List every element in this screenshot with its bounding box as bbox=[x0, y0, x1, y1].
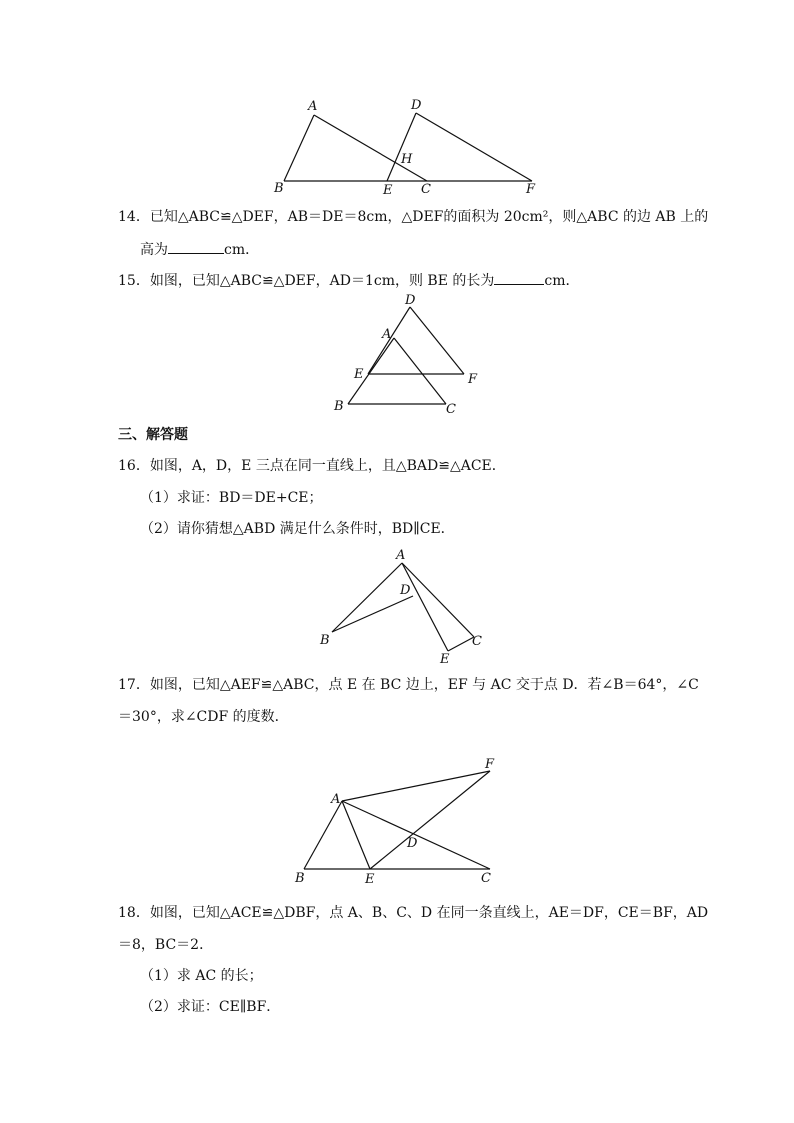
question-17-line-2: ＝30°，求∠CDF 的度数． bbox=[118, 709, 289, 725]
label-b: B bbox=[320, 633, 330, 648]
segment-ab bbox=[284, 115, 314, 181]
question-18-line-1: 18．如图，已知△ACE≌△DBF，点 A、B、C、D 在同一条直线上，AE＝DF，CE＝BF，AD bbox=[118, 905, 709, 921]
label-e: E bbox=[354, 367, 364, 382]
segment-ab bbox=[304, 801, 342, 869]
segment-bd bbox=[332, 596, 413, 632]
label-c: C bbox=[446, 402, 456, 417]
label-d: D bbox=[411, 98, 422, 113]
segment-ac bbox=[402, 563, 474, 637]
label-b: B bbox=[295, 871, 305, 886]
label-c: C bbox=[472, 634, 482, 649]
question-18-part-2: （2）求证：CE∥BF． bbox=[140, 999, 281, 1015]
question-17-line-1: 17．如图，已知△AEF≌△ABC，点 E 在 BC 边上，EF 与 AC 交于点 D．若∠B＝64°，∠C bbox=[118, 677, 699, 693]
label-f: F bbox=[468, 372, 478, 387]
figure-q15 bbox=[330, 292, 490, 420]
label-b: B bbox=[334, 399, 344, 414]
question-16-part-2: （2）请你猜想△ABD 满足什么条件时，BD∥CE． bbox=[140, 521, 455, 537]
question-15-suffix: cm． bbox=[544, 273, 580, 289]
label-b: B bbox=[274, 181, 284, 196]
label-d: D bbox=[407, 836, 418, 851]
label-f: F bbox=[485, 757, 495, 772]
label-c: C bbox=[481, 871, 491, 886]
segment-ac bbox=[342, 801, 490, 869]
question-18-line-2: ＝8，BC＝2． bbox=[118, 937, 214, 953]
label-c: C bbox=[421, 182, 431, 197]
figure-q16 bbox=[316, 545, 496, 670]
segment-de bbox=[387, 113, 416, 181]
segment-ae bbox=[342, 801, 370, 869]
section-title: 三、解答题 bbox=[118, 427, 188, 443]
segment-ac bbox=[314, 115, 427, 181]
figure-q13 bbox=[270, 95, 550, 200]
segment-af bbox=[342, 771, 490, 801]
answer-blank-14[interactable] bbox=[168, 239, 224, 254]
label-e: E bbox=[440, 652, 450, 667]
question-14-line-1: 14．已知△ABC≌△DEF，AB＝DE＝8cm，△DEF的面积为 20cm²，则△ABC 的边 AB 上的 bbox=[118, 209, 709, 225]
question-14-line-2 bbox=[140, 239, 259, 260]
question-16-stem: 16．如图，A，D，E 三点在同一直线上，且△BAD≌△ACE． bbox=[118, 458, 506, 474]
question-15-stem: 15．如图，已知△ABC≌△DEF，AD＝1cm，则 BE 的长为 bbox=[118, 273, 495, 289]
question-15 bbox=[118, 270, 580, 291]
label-d: D bbox=[405, 293, 416, 308]
segment-ab bbox=[332, 563, 402, 632]
question-14-suffix: cm． bbox=[224, 242, 260, 258]
segment-ec bbox=[448, 637, 474, 651]
label-d: D bbox=[400, 583, 411, 598]
label-e: E bbox=[365, 872, 375, 887]
label-a: A bbox=[396, 548, 406, 563]
segment-ae bbox=[402, 563, 448, 651]
label-a: A bbox=[331, 792, 341, 807]
segment-ac bbox=[394, 338, 446, 404]
label-h: H bbox=[401, 152, 413, 167]
segment-df bbox=[410, 307, 464, 374]
segment-df bbox=[416, 113, 532, 181]
answer-blank-15[interactable] bbox=[494, 270, 544, 285]
segment-ef bbox=[370, 771, 490, 869]
figure-q17 bbox=[290, 752, 530, 892]
question-18-part-1: （1）求 AC 的长； bbox=[140, 968, 263, 984]
question-16-part-1: （1）求证：BD＝DE+CE； bbox=[140, 490, 323, 506]
label-e: E bbox=[383, 183, 393, 198]
question-14-prefix: 高为 bbox=[140, 242, 168, 258]
label-a: A bbox=[382, 327, 392, 342]
label-f: F bbox=[526, 182, 536, 197]
label-a: A bbox=[308, 99, 318, 114]
